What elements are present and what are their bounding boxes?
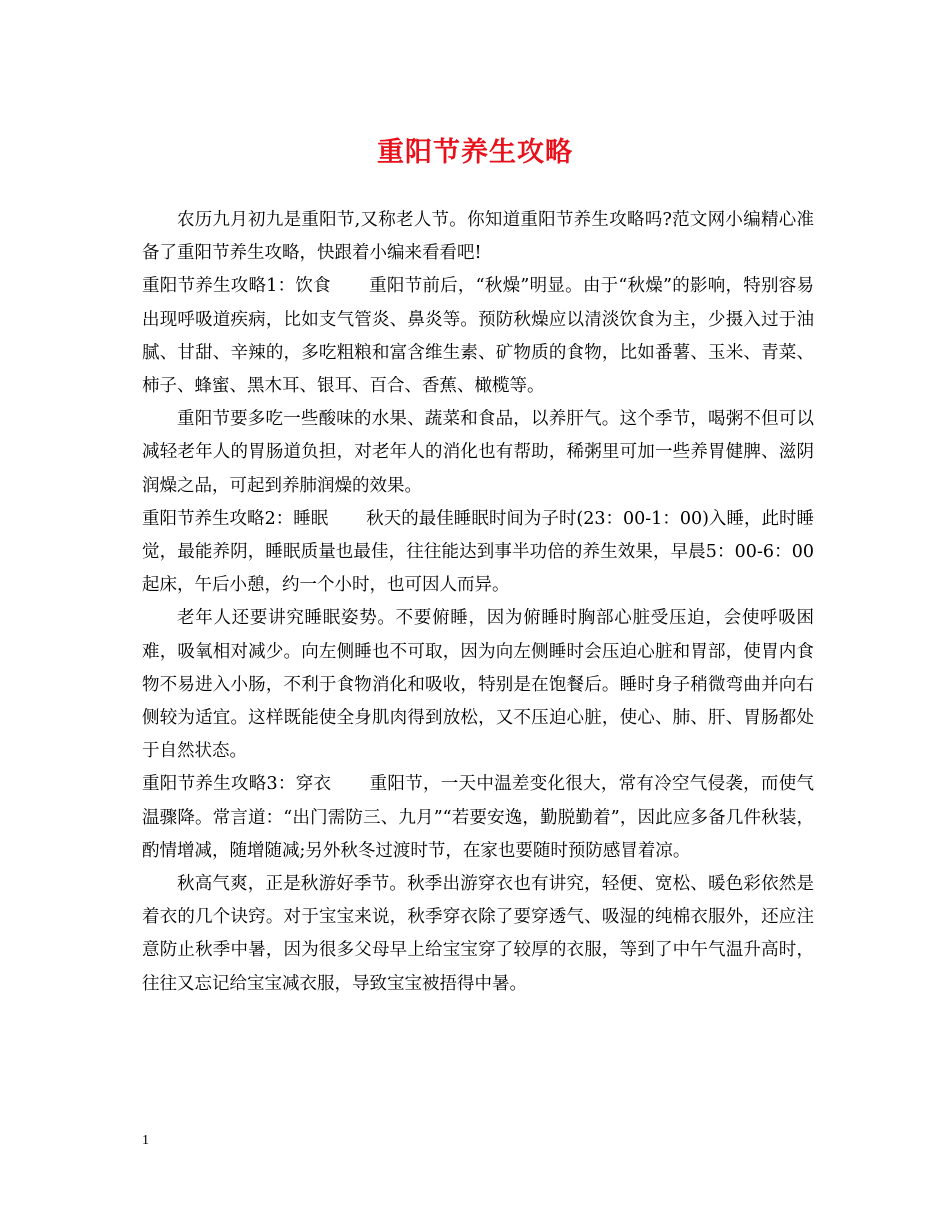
document-title: 重阳节养生攻略 (377, 137, 573, 168)
section-heading-clothing: 重阳节养生攻略3：穿衣 (142, 774, 332, 795)
section-heading-diet: 重阳节养生攻略1：饮食 (142, 276, 331, 297)
paragraph-clothing-2 (142, 868, 814, 1001)
paragraph-text: 秋天的最佳睡眠时间为子时(23：00-1：00)入睡，此时睡觉，最能养阴，睡眠质量也最佳，往往能达到事半功倍的养生效果，早晨5：00-6：00起床，午后小憩，约一个小时，也可因人而异。 (142, 508, 814, 596)
paragraph-text: 老年人还要讲究睡眠姿势。不要俯睡，因为俯睡时胸部心脏受压迫，会使呼吸困难，吸氧相对减少。向左侧睡也不可取，因为向左侧睡时会压迫心脏和胃部，使胃内食物不易进入小肠，不利于食物消化和吸收，特别是在饱餐后。睡时身子稍微弯曲并向右侧较为适宜。这样既能使全身肌肉得到放松，又不压迫心脏，使心、肺、肝、胃肠都处于自然状态。 (142, 608, 814, 762)
paragraph-sleep-2 (142, 602, 814, 768)
paragraph-sleep (142, 503, 814, 603)
section-heading-sleep: 重阳节养生攻略2：睡眠 (142, 508, 329, 529)
page-number: 1 (142, 1133, 149, 1148)
paragraph-intro (142, 204, 814, 270)
paragraph-clothing (142, 768, 814, 868)
document-body (142, 204, 814, 1001)
paragraph-diet (142, 270, 814, 403)
paragraph-text: 重阳节，一天中温差变化很大，常有冷空气侵袭，而使气温骤降。常言道：“出门需防三、九月”“若要安逸，勤脱勤着”，因此应多备几件秋装，酌情增减，随增随减;另外秋冬过渡时节，在家也要随时预防感冒着凉。 (142, 774, 815, 861)
paragraph-text: 秋高气爽，正是秋游好季节。秋季出游穿衣也有讲究，轻便、宽松、暖色彩依然是着衣的几个诀窍。对于宝宝来说，秋季穿衣除了要穿透气、吸湿的纯棉衣服外，还应注意防止秋季中暑，因为很多父母早上给宝宝穿了较厚的衣服，等到了中午气温升高时，往往又忘记给宝宝减衣服，导致宝宝被捂得中暑。 (142, 874, 814, 994)
paragraph-text: 重阳节要多吃一些酸味的水果、蔬菜和食品，以养肝气。这个季节，喝粥不但可以减轻老年人的胃肠道负担，对老年人的消化也有帮助，稀粥里可加一些养胃健脾、滋阴润燥之品，可起到养肺润燥的效果。 (142, 409, 814, 496)
paragraph-text: 重阳节前后，“秋燥”明显。由于“秋燥”的影响，特别容易出现呼吸道疾病，比如支气管炎、鼻炎等。预防秋燥应以清淡饮食为主，少摄入过于油腻、甘甜、辛辣的，多吃粗粮和富含维生素、矿物质的食物，比如番薯、玉米、青菜、柿子、蜂蜜、黑木耳、银耳、百合、香蕉、橄榄等。 (142, 276, 814, 397)
paragraph-text: 农历九月初九是重阳节,又称老人节。你知道重阳节养生攻略吗?范文网小编精心准备了重阳节养生攻略，快跟着小编来看看吧! (142, 210, 814, 264)
paragraph-diet-2 (142, 403, 814, 503)
